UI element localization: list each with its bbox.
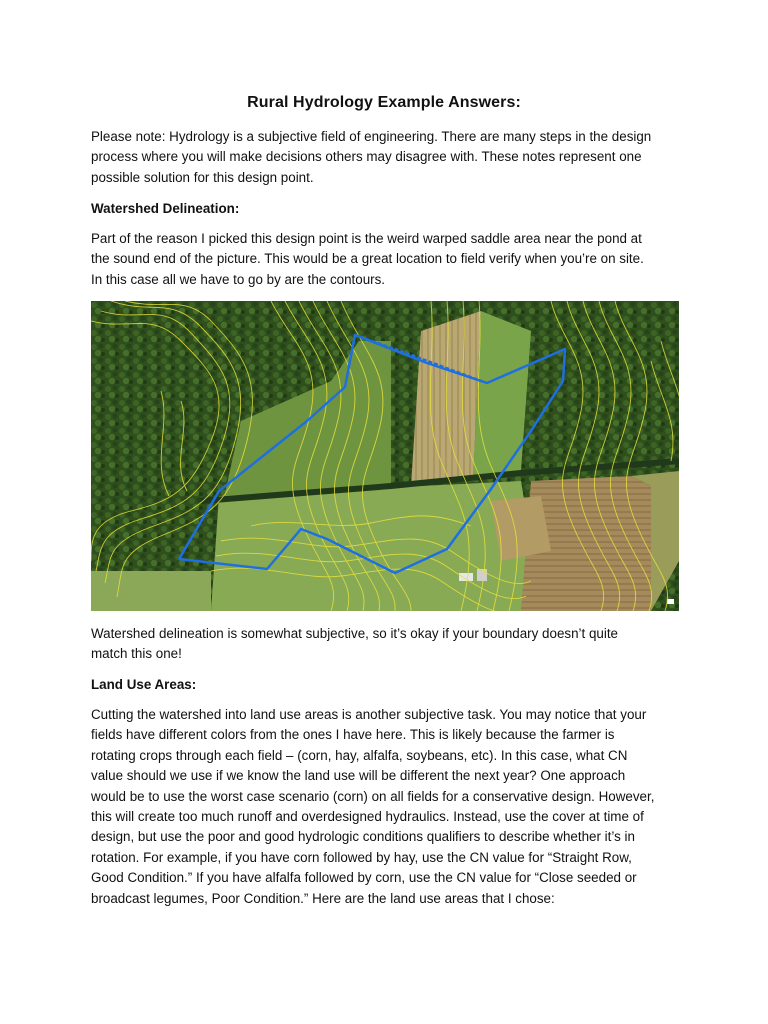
watershed-line: In this case all we have to go by are the contours. — [91, 271, 386, 287]
section-heading-land-use: Land Use Areas: — [91, 677, 197, 692]
caption-paragraph — [91, 624, 691, 665]
intro-line: process where you will make decisions others may disagree with. These notes represent one — [91, 149, 642, 165]
land-use-line: rotation. For example, if you have corn followed by hay, use the CN value for “Straight Row, — [91, 849, 632, 865]
land-use-line: this will create too much runoff and overdesigned hydraulics. Instead, use the cover at time of — [91, 809, 644, 825]
intro-line: Please note: Hydrology is a subjective field of engineering. There are many steps in the design — [91, 129, 652, 144]
land-use-line: fields have different colors from the ones I have here. This is likely because the farmer is — [91, 727, 615, 743]
land-use-line: would be to use the worst case scenario (corn) on all fields for a conservative design. However, — [91, 788, 655, 804]
watershed-line: the sound end of the picture. This would be a great location to field verify when you’re on site. — [91, 251, 644, 267]
section-heading-watershed: Watershed Delineation: — [91, 201, 240, 216]
watershed-line: Part of the reason I picked this design point is the weird warped saddle area near the pond at — [91, 231, 642, 246]
intro-paragraph — [91, 127, 691, 188]
watershed-paragraph — [91, 229, 691, 290]
caption-line: match this one! — [91, 646, 182, 662]
land-use-line: rotating crops through each field – (corn, hay, alfalfa, soybeans, etc). In this case, what CN — [91, 747, 628, 763]
caption-line: Watershed delineation is somewhat subjective, so it’s okay if your boundary doesn’t quite — [91, 626, 618, 641]
land-use-line: broadcast legumes, Poor Condition.” Here are the land use areas that I chose: — [91, 890, 555, 906]
land-use-line: Good Condition.” If you have alfalfa followed by corn, use the CN value for “Close seeded or — [91, 870, 637, 886]
aerial-map-icon — [91, 301, 679, 611]
land-use-line: Cutting the watershed into land use areas is another subjective task. You may notice that your — [91, 707, 647, 722]
aerial-contour-map — [91, 301, 679, 611]
intro-line: possible solution for this design point. — [91, 169, 314, 185]
page-title: Rural Hydrology Example Answers: — [247, 94, 521, 111]
land-use-paragraph — [91, 705, 691, 909]
land-use-line: design, but use the poor and good hydrologic conditions qualifiers to describe whether it’s in — [91, 829, 635, 845]
land-use-line: value should we use if we know the land use will be different the next year? One approach — [91, 768, 626, 784]
